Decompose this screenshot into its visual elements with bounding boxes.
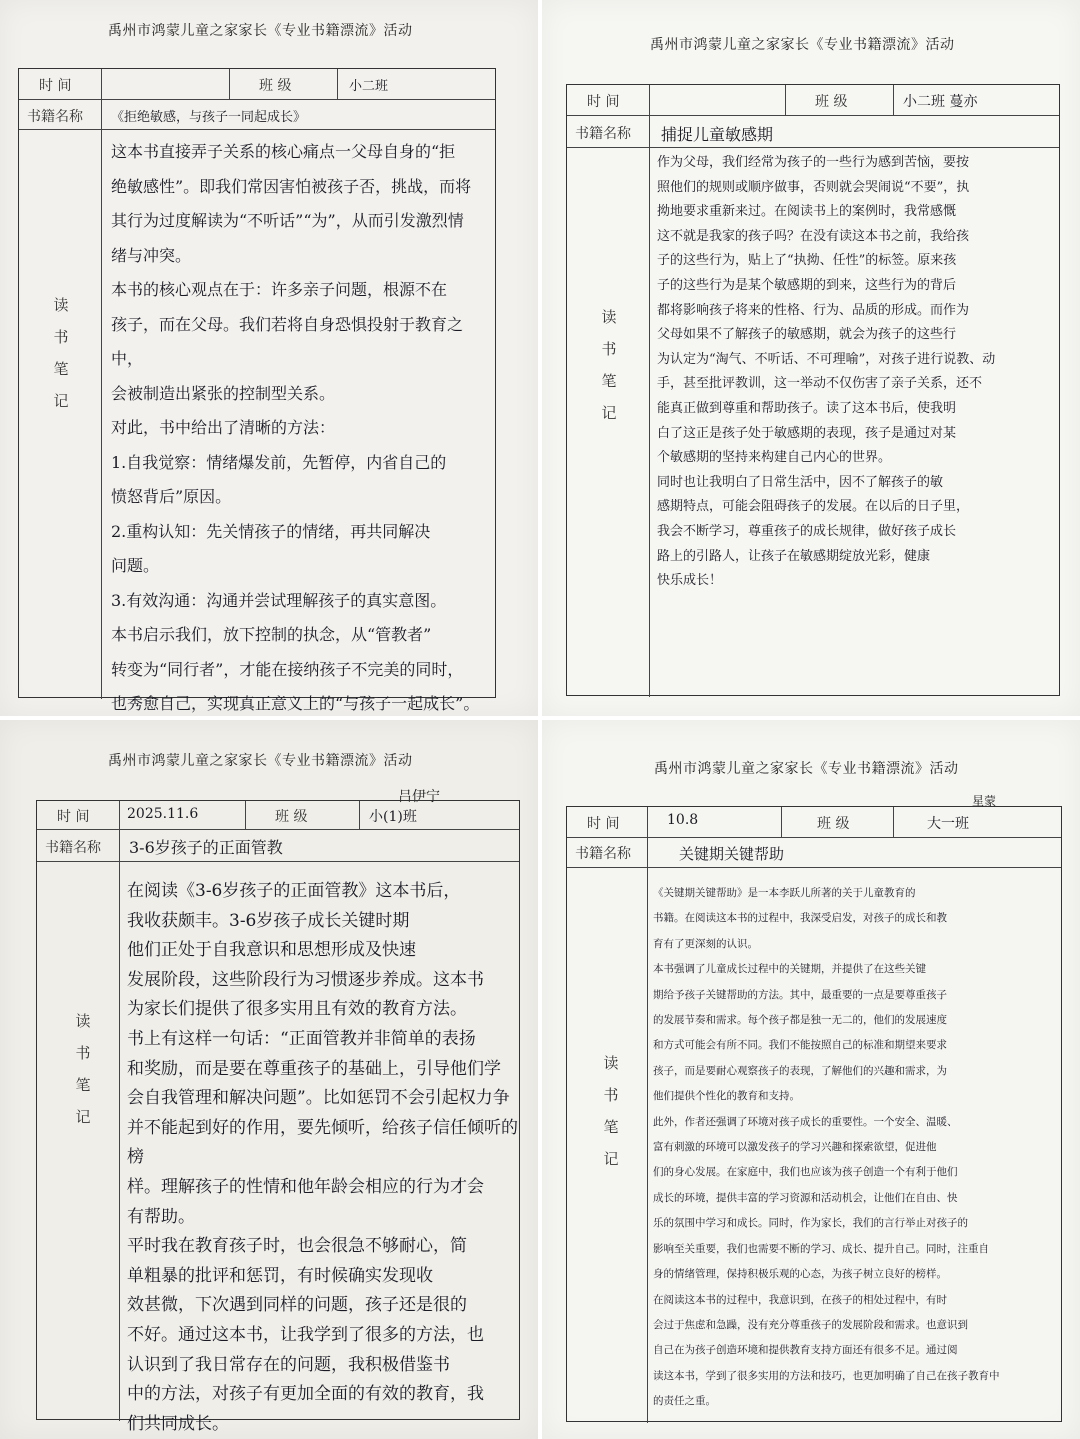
book-title-label: 书籍名称 [575, 846, 631, 862]
note-line: 他们提供个性化的教育和支持。 [653, 1090, 800, 1103]
note-line: 照他们的规则或顺序做事，否则就会哭闹说“不要”，执 [657, 179, 970, 195]
note-line: 《关键期关键帮助》是一本李跃儿所著的关于儿童教育的 [653, 887, 916, 899]
note-line: 他们正处于自我意识和思想形成及快速 [127, 940, 416, 961]
note-line: 此外，作者还强调了环境对孩子成长的重要性。一个安全、温暖、 [653, 1115, 958, 1128]
class-label: 班 级 [275, 809, 308, 825]
note-line: 样。理解孩子的性情和他年龄会相应的行为才会 [127, 1176, 484, 1197]
note-line: 手，甚至批评教训，这一举动不仅伤害了亲子关系，还不 [657, 376, 983, 392]
note-line: 们共同成长。 [127, 1413, 229, 1434]
note-line: 发展阶段，这些阶段行为习惯逐步养成。这本书 [127, 969, 484, 990]
note-line: 子的这些行为是某个敏感期的到来，这些行为的背后 [657, 277, 957, 293]
class-value: 小二班 [349, 79, 389, 94]
note-line: 问题。 [111, 556, 160, 575]
note-line: 1.自我觉察：情绪爆发前，先暂停，内省自己的 [111, 452, 447, 472]
class-label: 班 级 [259, 78, 292, 94]
note-line: 期给予孩子关键帮助的方法。其中，最重要的一点是要尊重孩子 [653, 988, 947, 1001]
note-line: 书籍。在阅读这本书的过程中，我深受启发，对孩子的成长和教 [653, 912, 947, 925]
book-title-value: 捕捉儿童敏感期 [661, 125, 774, 144]
form-table: 时 间 10.8 班 级 大一班 书籍名称 关键期关键帮助 读 书 笔 记 《关键期关键帮助》是一本李跃儿所著的关于儿童教育的 书籍。在阅读这本书的过程中，我深受启发，对孩子的成长和教 育有了更深刻的认识。 本书强调了儿童成长过程中的关键期，并提供了在这些关键 期给予孩子关键帮助的方法。其中，最重要的一点是要尊重孩子 的发展节奏和需求。每个孩子都是独一无二的，他们的发展速度 和方式可能会有所不同。我们不能按照自己的标准和期望来要求 孩子，而是要耐心观察孩子的表现，了解他们的兴趣和需求，为 他们提供个性化的教育和支持。 此外，作者还强调了环境对孩子成长的重要性。一个安全、温暖、 富有刺激的环境可以激发孩子的学习兴趣和探索欲望，促进他 们的身心发展。在家庭中，我们也应该为孩子创造一个有利于他们 成长的环境，提供丰富的学习资源和活动机会，让他们在自由、快 乐的氛围中学习和成长。同时，作为家长，我们的言行举止对孩子的 影响至关重要，我们也需要不断的学习、成长、提升自己。同时，注重自 身的情绪管理，保持积极乐观的心态，为孩子树立良好的榜样。 在阅读这本书的过程中，我意识到，在孩子的相处过程中，有时 会过于焦虑和急躁，没有充分尊重孩子的发展阶段和需求。也意识到 自己在为孩子创造环境和提供教育支持方面还有很多不足。通过阅 读这本书，学到了很多实用的方法和技巧，也更加明确了自己在孩子教育中 的责任之重。 [566, 806, 1062, 1422]
note-line: 3.有效沟通：沟通并尝试理解孩子的真实意图。 [111, 590, 447, 610]
time-label: 时 间 [57, 809, 90, 825]
reading-note-sheet-3 [0, 720, 538, 1439]
note-line: 这不就是我家的孩子吗？在没有读这本书之前，我给孩 [657, 228, 970, 244]
note-line: 有帮助。 [127, 1206, 195, 1227]
note-line: 书上有这样一句话：“正面管教并非简单的表扬 [127, 1028, 476, 1049]
note-line: 和方式可能会有所不同。我们不能按照自己的标准和期望来要求 [653, 1039, 947, 1052]
note-line: 乐的氛围中学习和成长。同时，作为家长，我们的言行举止对孩子的 [653, 1217, 968, 1230]
book-title-value: 关键期关键帮助 [679, 845, 785, 863]
class-value: 大一班 [927, 816, 969, 832]
note-line: 能真正做到尊重和帮助孩子。读了这本书后，使我明 [657, 400, 957, 416]
note-line: 单粗暴的批评和惩罚，有时候确实发现收 [127, 1265, 433, 1286]
reading-note-sheet-1 [0, 0, 538, 716]
reading-note-sheet-2 [542, 0, 1080, 716]
note-line: 绝敏感性”。即我们常因害怕被孩子否，挑战，而将 [111, 176, 472, 196]
note-line: 愤怒背后”原因。 [111, 487, 232, 506]
note-line: 父母如果不了解孩子的敏感期，就会为孩子的这些行 [657, 327, 957, 343]
note-line: 会自我管理和解决问题”。比如惩罚不会引起权力争 [127, 1088, 510, 1109]
note-line: 自己在为孩子创造环境和提供教育支持方面还有很多不足。通过阅 [653, 1344, 958, 1357]
sheet-heading: 禹州市鸿蒙儿童之家家长《专业书籍漂流》活动 [650, 37, 955, 53]
reading-note-sheet-4 [542, 720, 1080, 1439]
note-line: 感期特点，可能会阻碍孩子的发展。在以后的日子里， [657, 499, 970, 515]
note-line: 孩子，而在父母。我们若将自身恐惧投射于教育之中， [111, 314, 464, 368]
form-table: 时 间 2025.11.6 班 级 小(1)班 书籍名称 3-6岁孩子的正面管教 读 书 笔 记 在阅读《3-6岁孩子的正面管教》这本书后， 我收获颇丰。3-6岁孩子成长关键时期 他们正处于自我意识和思想形成及快速 发展阶段，这些阶段行为习惯逐步养成。这本书 为家长们提供了很多实用且有效的教育方法。 书上有这样一句话：“正面管教并非简单的表扬 和奖励，而是要在尊重孩子的基础上，引导他们学 会自我管理和解决问题”。比如惩罚不会引起权力争 并不能起到好的作用，要先倾听，给孩子信任倾听的榜 样。理解孩子的性情和他年龄会相应的行为才会 有帮助。 平时我在教育孩子时，也会很急不够耐心，简 单粗暴的批评和惩罚，有时候确实发现收 效甚微，下次遇到同样的问题，孩子还是很的 不好。通过这本书，让我学到了很多的方法，也 认识到了我日常存在的问题，我积极借鉴书 中的方法，对孩子有更加全面的有效的教育，我 们共同成长。 [36, 800, 520, 1420]
note-line: 拗地要求重新来过。在阅读书上的案例时，我常感慨 [657, 204, 957, 220]
note-line: 我收获颇丰。3-6岁孩子成长关键时期 [127, 910, 410, 931]
time-value: 2025.11.6 [127, 806, 199, 822]
reading-notes [111, 135, 491, 713]
class-value: 小(1)班 [369, 809, 417, 825]
note-line: 在阅读这本书的过程中，我意识到，在孩子的相处过程中，有时 [653, 1293, 947, 1306]
note-line: 会被制造出紧张的控制型关系。 [111, 383, 336, 403]
note-line: 和奖励，而是要在尊重孩子的基础上，引导他们学 [127, 1058, 501, 1079]
note-line: 读这本书，学到了很多实用的方法和技巧，也更加明确了自己在孩子教育中 [653, 1369, 1000, 1382]
note-line: 白了这正是孩子处于敏感期的表现，孩子是通过对某 [657, 425, 957, 441]
note-line: 并不能起到好的作用，要先倾听，给孩子信任倾听的榜 [127, 1117, 518, 1168]
note-line: 都将影响孩子将来的性格、行为、品质的形成。而作为 [657, 302, 970, 318]
note-line: 作为父母，我们经常为孩子的一些行为感到苦恼，要按 [657, 155, 970, 170]
book-title-value: 3-6岁孩子的正面管教 [129, 838, 283, 857]
sheet-heading: 禹州市鸿蒙儿童之家家长《专业书籍漂流》活动 [108, 23, 413, 39]
reading-notes [127, 877, 519, 1434]
signature: 吕伊宁 [398, 789, 440, 805]
note-line: 这本书直接弄子关系的核心痛点一父母自身的“拒 [111, 142, 456, 161]
note-line: 对此，书中给出了清晰的方法： [111, 418, 336, 437]
note-line: 其行为过度解读为“不听话”“为”，从而引发激烈情 [111, 211, 464, 230]
note-line: 本书启示我们，放下控制的执念，从“管教者” [111, 625, 432, 644]
time-label: 时 间 [587, 816, 620, 832]
note-line: 个敏感期的坚持来构建自己内心的世界。 [657, 450, 892, 466]
note-line: 在阅读《3-6岁孩子的正面管教》这本书后， [127, 881, 461, 901]
note-line: 会过于焦虑和急躁，没有充分尊重孩子的发展阶段和需求。也意识到 [653, 1318, 968, 1331]
book-title-label: 书籍名称 [27, 109, 83, 125]
note-line: 效甚微，下次遇到同样的问题，孩子还是很的 [127, 1295, 467, 1316]
note-line: 快乐成长！ [657, 573, 723, 589]
book-title-value: 《拒绝敏感，与孩子一同起成长》 [111, 110, 307, 125]
class-label: 班 级 [817, 816, 850, 832]
class-label: 班 级 [815, 94, 848, 110]
note-line: 的发展节奏和需求。每个孩子都是独一无二的，他们的发展速度 [653, 1014, 947, 1027]
time-value: 10.8 [667, 812, 699, 828]
note-line: 们的身心发展。在家庭中，我们也应该为孩子创造一个有利于他们 [653, 1166, 958, 1179]
book-title-label: 书籍名称 [45, 840, 101, 856]
note-line: 认识到了我日常存在的问题，我积极借鉴书 [127, 1354, 450, 1375]
note-line: 2.重构认知：先关情孩子的情绪，再共同解决 [111, 521, 431, 541]
note-line: 影响至关重要，我们也需要不断的学习、成长、提升自己。同时，注重自 [653, 1242, 989, 1255]
time-label: 时 间 [39, 78, 72, 94]
signature: 星蒙 [972, 794, 997, 808]
note-line: 为认定为“淘气、不听话、不可理喻”，对孩子进行说教、动 [657, 351, 996, 367]
form-table: 时 间 班 级 小二班 蔓亦 书籍名称 捕捉儿童敏感期 读 书 笔 记 作为父母，我们经常为孩子的一些行为感到苦恼，要按 照他们的规则或顺序做事，否则就会哭闹说“不要”，执 拗地要求重新来过。在阅读书上的案例时，我常感慨 这不就是我家的孩子吗？在没有读这本书之前，我给孩 子的这些行为，贴上了“执拗、任性”的标签。原来孩 子的这些行为是某个敏感期的到来，这些行为的背后 都将影响孩子将来的性格、行为、品质的形成。而作为 父母如果不了解孩子的敏感期，就会为孩子的这些行 为认定为“淘气、不听话、不可理喻”，对孩子进行说教、动 手，甚至批评教训，这一举动不仅伤害了亲子关系，还不 能真正做到尊重和帮助孩子。读了这本书后，使我明 白了这正是孩子处于敏感期的表现，孩子是通过对某 个敏感期的坚持来构建自己内心的世界。 同时也让我明白了日常生活中，因不了解孩子的敏 感期特点，可能会阻碍孩子的发展。在以后的日子里， 我会不断学习，尊重孩子的成长规律，做好孩子成长 路上的引路人，让孩子在敏感期绽放光彩，健康 快乐成长！ [566, 84, 1060, 696]
note-line: 绪与冲突。 [111, 245, 192, 265]
note-line: 路上的引路人，让孩子在敏感期绽放光彩，健康 [657, 548, 931, 564]
note-line: 转变为“同行者”，才能在接纳孩子不完美的同时， [111, 659, 464, 679]
reading-notes [657, 151, 1055, 691]
note-line: 的责任之重。 [653, 1395, 716, 1408]
note-line: 也秀愈自己，实现真正意义上的“与孩子一起成长”。 [111, 694, 480, 713]
note-line: 子的这些行为，贴上了“执拗、任性”的标签。原来孩 [657, 253, 957, 269]
book-title-label: 书籍名称 [575, 126, 631, 142]
note-line: 平时我在教育孩子时，也会很急不够耐心，简 [127, 1236, 467, 1257]
sheet-heading: 禹州市鸿蒙儿童之家家长《专业书籍漂流》活动 [108, 753, 413, 769]
note-line: 身的情绪管理，保持积极乐观的心态，为孩子树立良好的榜样。 [653, 1268, 947, 1281]
note-line: 同时也让我明白了日常生活中，因不了解孩子的敏 [657, 474, 944, 490]
class-value: 小二班 蔓亦 [903, 94, 978, 110]
note-line: 本书的核心观点在于：许多亲子问题，根源不在 [111, 280, 448, 299]
note-line: 中的方法，对孩子有更加全面的有效的教育，我 [127, 1384, 484, 1405]
form-table: 时 间 班 级 小二班 书籍名称 《拒绝敏感，与孩子一同起成长》 读 书 笔 记 这本书直接弄子关系的核心痛点一父母自身的“拒 绝敏感性”。即我们常因害怕被孩子否，挑战，而将 其行为过度解读为“不听话”“为”，从而引发激烈情 绪与冲突。 本书的核心观点在于：许多亲子问题，根源不在 孩子，而在父母。我们若将自身恐惧投射于教育之中， 会被制造出紧张的控制型关系。 对此，书中给出了清晰的方法： 1.自我觉察：情绪爆发前，先暂停，内省自己的 愤怒背后”原因。 2.重构认知：先关情孩子的情绪，再共同解决 问题。 3.有效沟通：沟通并尝试理解孩子的真实意图。 本书启示我们，放下控制的执念，从“管教者” 转变为“同行者”，才能在接纳孩子不完美的同时， 也秀愈自己，实现真正意义上的“与孩子一起成长”。 [18, 68, 496, 698]
note-line: 育有了更深刻的认识。 [653, 937, 758, 950]
note-line: 孩子，而是要耐心观察孩子的表现，了解他们的兴趣和需求，为 [653, 1064, 947, 1077]
note-line: 成长的环境，提供丰富的学习资源和活动机会，让他们在自由、快 [653, 1191, 958, 1204]
reading-notes [653, 881, 1059, 1417]
note-line: 为家长们提供了很多实用且有效的教育方法。 [127, 999, 467, 1020]
note-line: 不好。通过这本书，让我学到了很多的方法，也 [127, 1324, 484, 1345]
note-line: 富有刺激的环境可以激发孩子的学习兴趣和探索欲望，促进他 [653, 1141, 937, 1154]
time-label: 时 间 [587, 94, 620, 110]
note-line: 本书强调了儿童成长过程中的关键期，并提供了在这些关键 [653, 963, 926, 976]
note-line: 我会不断学习，尊重孩子的成长规律，做好孩子成长 [657, 523, 957, 539]
sheet-heading: 禹州市鸿蒙儿童之家家长《专业书籍漂流》活动 [654, 761, 959, 777]
